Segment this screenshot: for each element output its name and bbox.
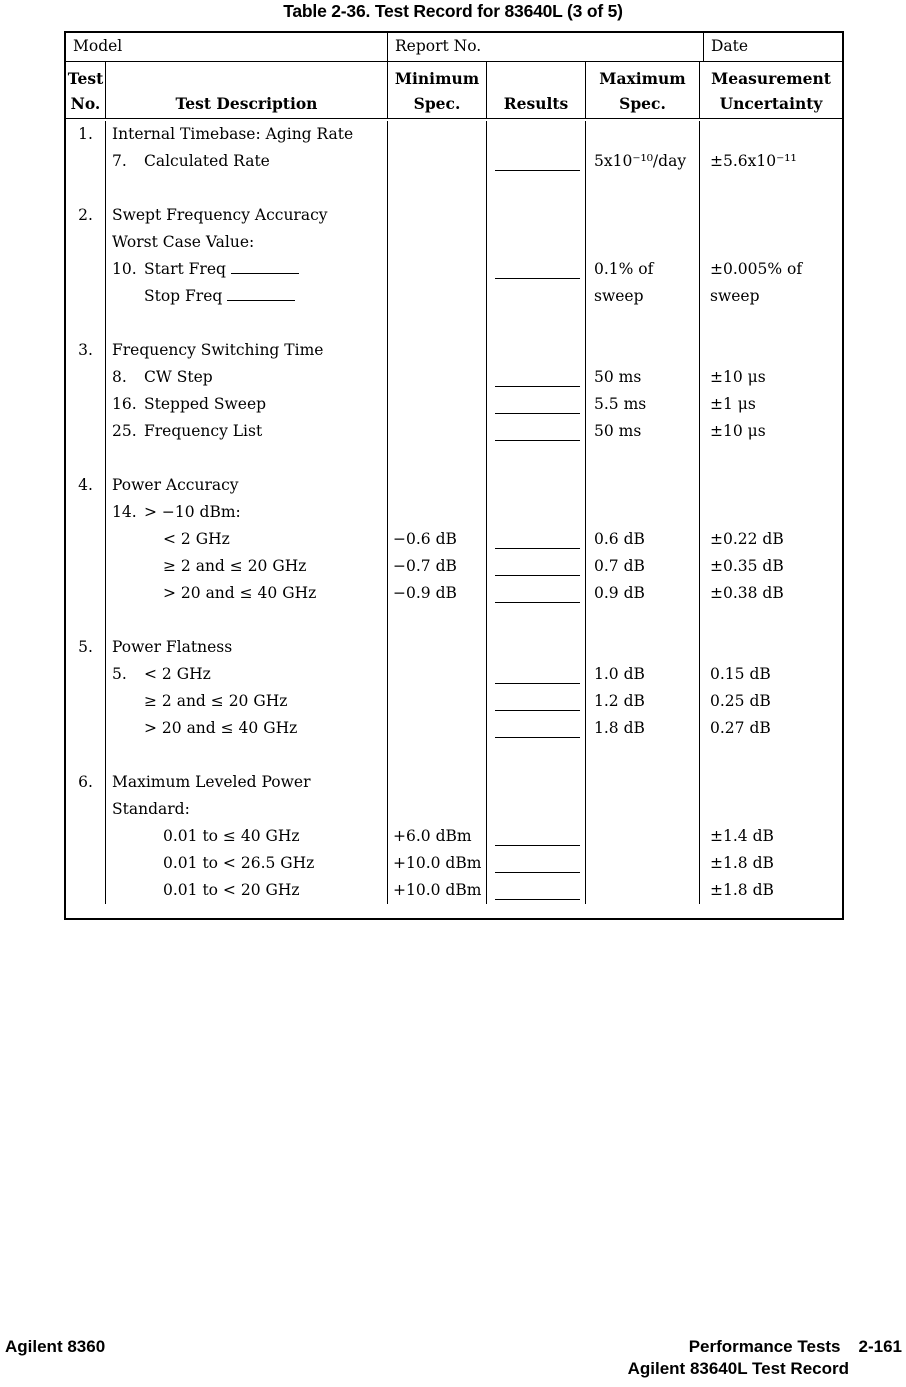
- col-header-no: No.: [70, 94, 101, 113]
- footer-left: Agilent 8360: [5, 1337, 106, 1356]
- test-no-cell: [66, 229, 106, 256]
- spacer: [106, 66, 387, 91]
- results-blank-line: [495, 872, 580, 873]
- results-blank-line: [495, 683, 580, 684]
- table-row: [66, 553, 842, 580]
- uncertainty-cell: ±5.6x10⁻¹¹: [710, 152, 797, 170]
- min-spec-cell: [388, 364, 487, 391]
- min-spec-cell: [388, 148, 487, 175]
- table-row: [66, 499, 842, 526]
- uncertainty-cell: ±10 μs: [710, 422, 766, 440]
- col-header-description: [106, 62, 388, 118]
- col-header-minimum: Minimum: [394, 69, 480, 88]
- min-spec-cell: [388, 472, 487, 499]
- uncertainty-cell: [700, 796, 842, 823]
- test-no-cell: [66, 418, 106, 445]
- results-cell: [487, 526, 586, 553]
- test-no-cell: [66, 553, 106, 580]
- description-cell: [106, 661, 388, 688]
- results-blank-line: [495, 575, 580, 576]
- max-spec-cell: [586, 337, 700, 364]
- results-cell: [487, 634, 586, 661]
- test-no-cell: [66, 607, 106, 634]
- description-cell: [106, 364, 388, 391]
- test-no-cell: [66, 850, 106, 877]
- uncertainty-cell: ±0.35 dB: [710, 557, 784, 575]
- table-row: [66, 796, 842, 823]
- min-spec-cell: [388, 391, 487, 418]
- results-cell: [487, 256, 586, 283]
- table-row: [66, 364, 842, 391]
- test-no-cell: [66, 661, 106, 688]
- table-row: [66, 121, 842, 148]
- col-header-description-label: Test Description: [175, 94, 318, 113]
- uncertainty-cell: [700, 202, 842, 229]
- report-no-label: Report No.: [388, 33, 704, 61]
- item-number: 8.: [112, 368, 127, 386]
- max-spec-cell: 0.6 dB: [586, 526, 700, 553]
- col-header-results: [487, 62, 586, 118]
- col-header-max-spec: [586, 62, 700, 118]
- min-spec-cell: +6.0 dBm: [388, 823, 487, 850]
- description-cell: 0.01 to ≤ 40 GHz: [106, 823, 388, 850]
- test-no-cell: [66, 256, 106, 283]
- results-cell: [487, 742, 586, 769]
- results-cell: [487, 391, 586, 418]
- uncertainty-cell: ±1.4 dB: [710, 827, 774, 845]
- results-blank-line: [495, 278, 580, 279]
- min-spec-cell: [388, 337, 487, 364]
- min-spec-cell: [388, 607, 487, 634]
- results-cell: [487, 175, 586, 202]
- uncertainty-cell: 0.25 dB: [710, 692, 771, 710]
- max-spec-cell: sweep: [586, 283, 700, 310]
- item-text: < 2 GHz: [144, 665, 211, 683]
- test-no-cell: [66, 823, 106, 850]
- min-spec-cell: [388, 229, 487, 256]
- results-cell: [487, 796, 586, 823]
- max-spec-cell: 1.0 dB: [586, 661, 700, 688]
- min-spec-cell: [388, 256, 487, 283]
- footer-page-number: 2-161: [858, 1337, 902, 1356]
- uncertainty-cell: [700, 769, 842, 796]
- table-row: [66, 661, 842, 688]
- results-cell: [487, 337, 586, 364]
- table-row: [66, 445, 842, 472]
- min-spec-cell: [388, 661, 487, 688]
- footer-right: [628, 1336, 902, 1380]
- description-cell: [106, 283, 388, 310]
- description-cell: [106, 148, 388, 175]
- description-cell: > 20 and ≤ 40 GHz: [106, 715, 388, 742]
- table-row: [66, 283, 842, 310]
- max-spec-cell: 50 ms: [586, 364, 700, 391]
- results-cell: [487, 310, 586, 337]
- item-text: CW Step: [144, 368, 213, 386]
- item-text: Stepped Sweep: [144, 395, 267, 413]
- test-no-cell: 1.: [66, 121, 106, 148]
- table-row: [66, 337, 842, 364]
- results-cell: [487, 769, 586, 796]
- description-cell: Internal Timebase: Aging Rate: [106, 121, 388, 148]
- test-no-cell: [66, 796, 106, 823]
- min-spec-cell: [388, 121, 487, 148]
- table-row: [66, 715, 842, 742]
- min-spec-cell: [388, 499, 487, 526]
- uncertainty-cell: [700, 175, 842, 202]
- max-spec-cell: 50 ms: [586, 418, 700, 445]
- item-number: 14.: [112, 503, 137, 521]
- description-cell: Power Flatness: [106, 634, 388, 661]
- col-header-uncertainty-label: Uncertainty: [719, 94, 823, 113]
- test-no-cell: 3.: [66, 337, 106, 364]
- results-cell: [487, 364, 586, 391]
- description-cell: Standard:: [106, 796, 388, 823]
- min-spec-cell: [388, 715, 487, 742]
- table-body: [66, 119, 842, 919]
- min-spec-cell: [388, 310, 487, 337]
- min-spec-cell: [388, 742, 487, 769]
- fill-in-line: [231, 260, 299, 274]
- page-title: Table 2-36. Test Record for 83640L (3 of 5): [283, 1, 623, 21]
- test-no-cell: [66, 445, 106, 472]
- description-cell: 0.01 to < 20 GHz: [106, 877, 388, 904]
- min-spec-cell: −0.7 dB: [388, 553, 487, 580]
- results-blank-line: [495, 413, 580, 414]
- uncertainty-cell: [700, 121, 842, 148]
- uncertainty-cell: 0.27 dB: [710, 719, 771, 737]
- info-row: [66, 33, 842, 62]
- item-text: Frequency List: [144, 422, 263, 440]
- test-no-cell: [66, 175, 106, 202]
- uncertainty-cell: [700, 445, 842, 472]
- description-cell: [106, 418, 388, 445]
- results-blank-line: [495, 170, 580, 171]
- uncertainty-cell: sweep: [710, 287, 760, 305]
- test-no-cell: [66, 742, 106, 769]
- max-spec-cell: [586, 310, 700, 337]
- test-no-cell: [66, 688, 106, 715]
- uncertainty-cell: ±1 μs: [710, 395, 756, 413]
- results-cell: [487, 202, 586, 229]
- max-spec-cell: [586, 742, 700, 769]
- max-spec-cell: [586, 877, 700, 904]
- max-spec-cell: [586, 499, 700, 526]
- results-cell: [487, 877, 586, 904]
- min-spec-cell: [388, 796, 487, 823]
- description-cell: [106, 742, 388, 769]
- description-cell: [106, 445, 388, 472]
- table-row: [66, 688, 842, 715]
- description-cell: > 20 and ≤ 40 GHz: [106, 580, 388, 607]
- results-cell: [487, 607, 586, 634]
- item-text: Start Freq: [144, 260, 226, 278]
- min-spec-cell: [388, 202, 487, 229]
- max-spec-cell: [586, 769, 700, 796]
- test-no-cell: [66, 499, 106, 526]
- col-header-maximum: Maximum: [599, 69, 686, 88]
- description-cell: Maximum Leveled Power: [106, 769, 388, 796]
- col-header-uncertainty: [700, 62, 842, 118]
- model-label: Model: [66, 33, 388, 61]
- max-spec-cell: 5x10⁻¹⁰/day: [586, 148, 700, 175]
- min-spec-cell: [388, 283, 487, 310]
- uncertainty-cell: ±0.22 dB: [710, 530, 784, 548]
- table-row: [66, 472, 842, 499]
- min-spec-cell: −0.9 dB: [388, 580, 487, 607]
- description-cell: Worst Case Value:: [106, 229, 388, 256]
- col-header-min-spec: [388, 62, 487, 118]
- max-spec-cell: 0.9 dB: [586, 580, 700, 607]
- uncertainty-cell: [700, 634, 842, 661]
- date-label: Date: [711, 37, 749, 55]
- min-spec-cell: +10.0 dBm: [388, 850, 487, 877]
- max-spec-cell: [586, 850, 700, 877]
- uncertainty-cell: ±1.8 dB: [710, 854, 774, 872]
- uncertainty-cell: [700, 337, 842, 364]
- results-blank-line: [495, 386, 580, 387]
- description-cell: < 2 GHz: [106, 526, 388, 553]
- results-cell: [487, 688, 586, 715]
- max-spec-cell: [586, 202, 700, 229]
- table-row: [66, 418, 842, 445]
- results-blank-line: [495, 548, 580, 549]
- results-cell: [487, 445, 586, 472]
- table-row: [66, 202, 842, 229]
- results-cell: [487, 229, 586, 256]
- results-blank-line: [495, 737, 580, 738]
- col-header-min-spec-label: Spec.: [413, 94, 461, 113]
- description-cell: [106, 256, 388, 283]
- item-number: 5.: [112, 665, 127, 683]
- uncertainty-cell: ±0.38 dB: [710, 584, 784, 602]
- col-header-test: Test: [67, 69, 104, 88]
- min-spec-cell: [388, 634, 487, 661]
- results-cell: [487, 418, 586, 445]
- test-no-cell: [66, 877, 106, 904]
- description-cell: ≥ 2 and ≤ 20 GHz: [106, 688, 388, 715]
- uncertainty-cell: [700, 472, 842, 499]
- max-spec-cell: [586, 823, 700, 850]
- description-cell: ≥ 2 and ≤ 20 GHz: [106, 553, 388, 580]
- table-row: [66, 877, 842, 904]
- item-number: 10.: [112, 260, 137, 278]
- description-cell: Power Accuracy: [106, 472, 388, 499]
- max-spec-cell: 0.7 dB: [586, 553, 700, 580]
- results-cell: [487, 499, 586, 526]
- max-spec-cell: [586, 796, 700, 823]
- table-row: [66, 607, 842, 634]
- item-text: Calculated Rate: [144, 152, 270, 170]
- col-header-results-label: Results: [503, 94, 569, 113]
- table-row: [66, 526, 842, 553]
- spacer: [487, 66, 585, 91]
- table-row: [66, 850, 842, 877]
- results-blank-line: [495, 710, 580, 711]
- min-spec-cell: [388, 175, 487, 202]
- min-spec-cell: [388, 688, 487, 715]
- max-spec-cell: 0.1% of: [586, 256, 700, 283]
- description-cell: [106, 607, 388, 634]
- description-cell: [106, 175, 388, 202]
- min-spec-cell: +10.0 dBm: [388, 877, 487, 904]
- description-cell: 0.01 to < 26.5 GHz: [106, 850, 388, 877]
- table-row: [66, 823, 842, 850]
- footer-chapter-line: [628, 1336, 902, 1358]
- uncertainty-cell: [700, 499, 842, 526]
- test-no-cell: 2.: [66, 202, 106, 229]
- test-no-cell: [66, 580, 106, 607]
- max-spec-cell: [586, 445, 700, 472]
- table-row: [66, 175, 842, 202]
- results-cell: [487, 661, 586, 688]
- test-no-cell: 4.: [66, 472, 106, 499]
- item-number: 7.: [112, 152, 127, 170]
- test-no-cell: [66, 526, 106, 553]
- max-spec-cell: 5.5 ms: [586, 391, 700, 418]
- uncertainty-cell: [700, 607, 842, 634]
- test-no-cell: 6.: [66, 769, 106, 796]
- min-spec-cell: [388, 769, 487, 796]
- results-cell: [487, 823, 586, 850]
- results-blank-line: [495, 845, 580, 846]
- max-spec-cell: [586, 229, 700, 256]
- results-blank-line: [495, 440, 580, 441]
- uncertainty-cell: ±10 μs: [710, 368, 766, 386]
- description-cell: [106, 310, 388, 337]
- table-row: [66, 148, 842, 175]
- item-number: 16.: [112, 395, 137, 413]
- results-cell: [487, 580, 586, 607]
- footer-chapter: Performance Tests: [688, 1337, 841, 1356]
- results-cell: [487, 472, 586, 499]
- max-spec-cell: [586, 121, 700, 148]
- item-text: Stop Freq: [144, 287, 223, 305]
- table-row: [66, 256, 842, 283]
- test-no-cell: [66, 391, 106, 418]
- results-cell: [487, 283, 586, 310]
- table-row: [66, 634, 842, 661]
- table-row: [66, 580, 842, 607]
- table-row: [66, 229, 842, 256]
- uncertainty-cell: ±1.8 dB: [710, 881, 774, 899]
- max-spec-cell: [586, 634, 700, 661]
- table-row: [66, 769, 842, 796]
- description-cell: [106, 499, 388, 526]
- results-cell: [487, 715, 586, 742]
- col-header-test-no: [66, 62, 106, 118]
- column-header-row: [66, 62, 842, 119]
- max-spec-cell: [586, 472, 700, 499]
- test-no-cell: 5.: [66, 634, 106, 661]
- col-header-measurement: Measurement: [711, 69, 831, 88]
- min-spec-cell: [388, 418, 487, 445]
- test-no-cell: [66, 310, 106, 337]
- test-no-cell: [66, 715, 106, 742]
- table-row: [66, 742, 842, 769]
- test-no-cell: [66, 364, 106, 391]
- table-row: [66, 310, 842, 337]
- min-spec-cell: [388, 445, 487, 472]
- uncertainty-cell: 0.15 dB: [710, 665, 771, 683]
- footer-subtitle: Agilent 83640L Test Record: [627, 1359, 849, 1378]
- results-cell: [487, 148, 586, 175]
- test-no-cell: [66, 148, 106, 175]
- fill-in-line: [227, 287, 295, 301]
- test-record-table: [64, 31, 844, 920]
- item-number: 25.: [112, 422, 137, 440]
- description-cell: Frequency Switching Time: [106, 337, 388, 364]
- min-spec-cell: −0.6 dB: [388, 526, 487, 553]
- uncertainty-cell: ±0.005% of: [710, 260, 803, 278]
- max-spec-cell: 1.2 dB: [586, 688, 700, 715]
- max-spec-cell: [586, 607, 700, 634]
- results-cell: [487, 121, 586, 148]
- max-spec-cell: [586, 175, 700, 202]
- description-cell: [106, 391, 388, 418]
- max-spec-cell: 1.8 dB: [586, 715, 700, 742]
- results-cell: [487, 850, 586, 877]
- table-row: [66, 391, 842, 418]
- results-cell: [487, 553, 586, 580]
- test-no-cell: [66, 283, 106, 310]
- col-header-max-spec-label: Spec.: [619, 94, 666, 113]
- uncertainty-cell: [700, 742, 842, 769]
- results-blank-line: [495, 899, 580, 900]
- description-cell: Swept Frequency Accuracy: [106, 202, 388, 229]
- item-text: > −10 dBm:: [144, 503, 241, 521]
- uncertainty-cell: [700, 310, 842, 337]
- results-blank-line: [495, 602, 580, 603]
- uncertainty-cell: [700, 229, 842, 256]
